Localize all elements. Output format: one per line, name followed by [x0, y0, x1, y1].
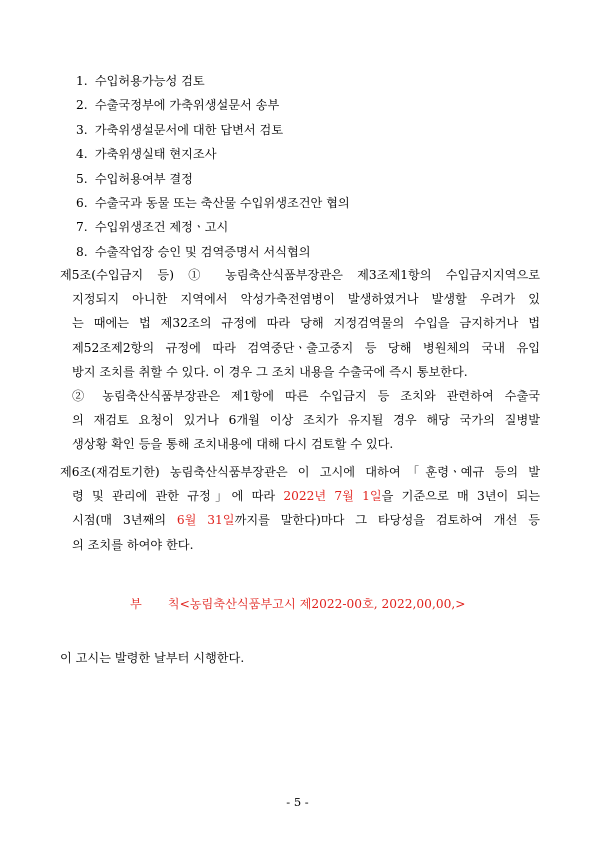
addendum-notice: <농림축산식품부고시 제2022-00호, 2022,00,00,>: [179, 597, 466, 611]
article-5-line: 는 때에는 법 제32조의 규정에 따라 당해 지정검역물의 수입을 금지하거나 법: [72, 316, 540, 331]
list-item: [76, 93, 350, 117]
step-text: 수입위생조건 제정ㆍ고시: [94, 220, 229, 235]
article-5-paragraph-1: [60, 263, 540, 384]
article-5-paragraph-2: [60, 384, 540, 457]
step-number: 3.: [76, 122, 88, 137]
reference-date: 2022년 7월 1일: [283, 489, 382, 504]
step-number: 1.: [76, 74, 88, 88]
step-text: 수출작업장 승인 및 검역증명서 서식협의: [94, 244, 311, 259]
article-5-line: 지정되지 아니한 지역에서 악성가축전염병이 발생하였거나 발생할 우려가 있: [72, 292, 540, 307]
list-item: [76, 118, 350, 142]
article-6-text: 령 및 관리에 관한 규정」에 따라: [72, 489, 284, 504]
article-6-text: 까지를 말한다)마다 그 타당성을 검토하여 개선 등: [234, 513, 540, 528]
step-text: 수입허용여부 결정: [94, 171, 193, 186]
article-5-line: ② 농림축산식품부장관은 제1항에 따른 수입금지 등 조치와 관련하여 수출국: [72, 389, 540, 403]
step-number: 2.: [76, 98, 88, 113]
addendum-heading: [130, 595, 465, 612]
list-item: [76, 167, 350, 191]
article-6-line: 제6조(재검토기한) 농림축산식품부장관은 이 고시에 대하여「훈령ㆍ예규 등의 발: [60, 465, 540, 479]
list-item: [76, 69, 350, 93]
article-6: [60, 460, 540, 557]
step-number: 7.: [76, 220, 88, 235]
article-5-line: 제5조(수입금지 등) ① 농림축산식품부장관은 제3조제1항의 수입금지지역으로: [60, 268, 540, 282]
step-text: 수출국정부에 가축위생설문서 송부: [94, 98, 280, 113]
step-text: 수입허용가능성 검토: [94, 74, 205, 88]
addendum-label: 부: [130, 597, 142, 611]
article-6-line: 의 조치를 하여야 한다.: [72, 537, 194, 552]
step-text: 가축위생설문서에 대한 답변서 검토: [94, 122, 284, 137]
list-item: [76, 142, 350, 166]
step-number: 5.: [76, 171, 88, 186]
article-5-line: 제52조제2항의 규정에 따라 검역중단ㆍ출고중지 등 당해 병원체의 국내 유입: [72, 340, 540, 355]
page-number: - 5 -: [286, 795, 309, 809]
article-6-text: 시점(매 3년째의: [72, 513, 177, 528]
article-6-text: 을 기준으로 매 3년이 되는: [381, 489, 540, 504]
article-5-line: 의 재검토 요청이 있거나 6개월 이상 조치가 유지될 경우 해당 국가의 질병발: [72, 413, 540, 428]
addendum-label: 칙: [167, 597, 180, 611]
step-text: 수출국과 동물 또는 축산물 수입위생조건안 협의: [94, 195, 350, 210]
list-item: [76, 191, 350, 215]
step-number: 6.: [76, 195, 88, 210]
step-text: 가축위생실태 현지조사: [94, 147, 217, 162]
step-number: 8.: [76, 244, 88, 259]
list-item: [76, 215, 350, 239]
procedure-steps-list: [76, 69, 350, 264]
article-5-line: 방지 조치를 취할 수 있다. 이 경우 그 조치 내용을 수출국에 즉시 통보한다.: [72, 364, 468, 379]
article-6-line: [60, 508, 540, 532]
deadline-date: 6월 31일: [176, 513, 235, 528]
enforcement-clause: 이 고시는 발령한 날부터 시행한다.: [60, 651, 245, 665]
list-item: [76, 240, 350, 264]
article-5-line: 생상황 확인 등을 통해 조치내용에 대해 다시 검토할 수 있다.: [72, 437, 394, 452]
step-number: 4.: [76, 147, 88, 162]
article-6-line: [60, 484, 540, 508]
